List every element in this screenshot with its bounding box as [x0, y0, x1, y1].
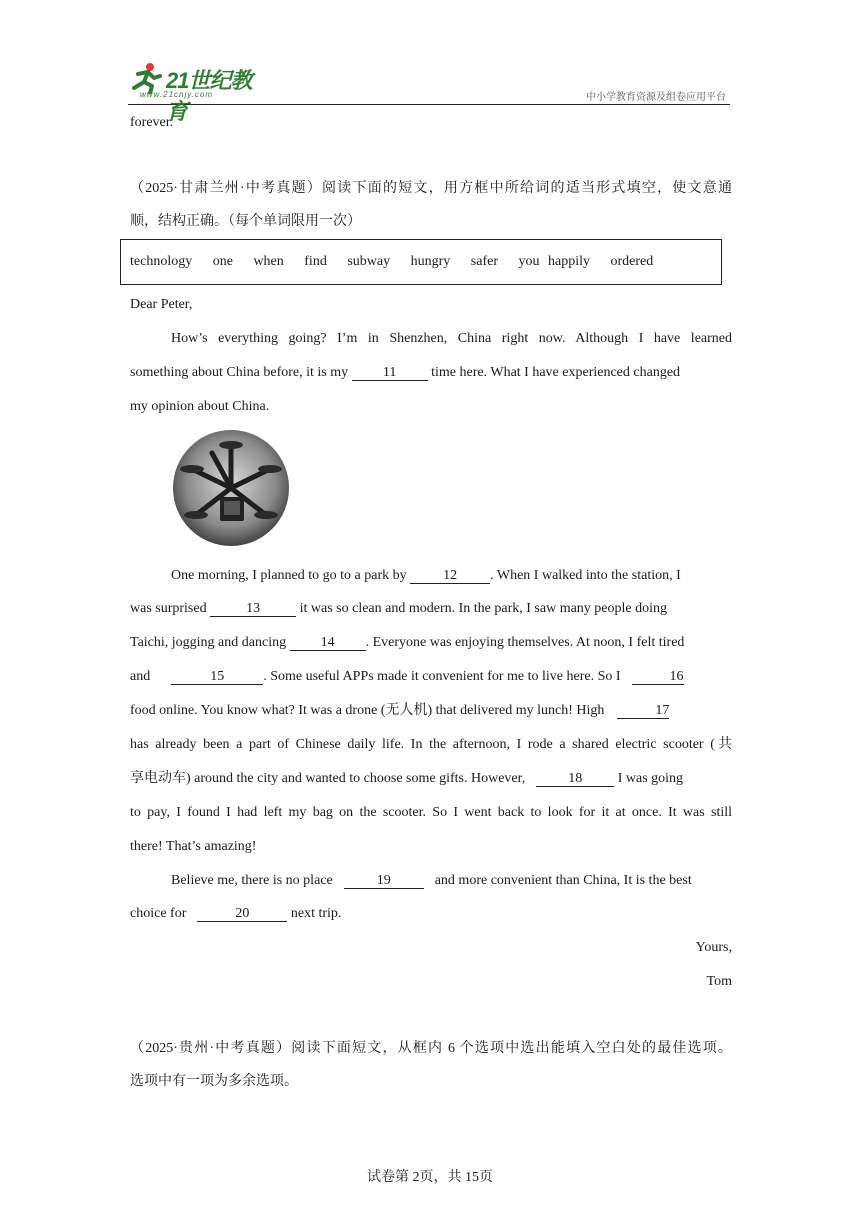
- blank-11[interactable]: 11: [352, 366, 428, 381]
- word-option: happily: [547, 254, 590, 269]
- q1-instruction-line2: 顺，结构正确。（每个单词限用一次）: [130, 214, 361, 229]
- word-option: when: [253, 254, 284, 269]
- word-option: one: [212, 254, 233, 269]
- q1-instruction-line1: （2025·甘肃兰州·中考真题）阅读下面的短文，用方框中所给词的适当形式填空，使文意通: [130, 181, 732, 196]
- blank-14[interactable]: 14: [290, 636, 366, 651]
- drone-image: [172, 429, 290, 547]
- word-option: hungry: [410, 254, 451, 269]
- word-option: find: [304, 254, 327, 269]
- para2-line4: and 15 . Some useful APPs made it convenient for me to live here. So I 16: [130, 669, 684, 684]
- para2-line3: Taichi, jogging and dancing 14 . Everyone was enjoying themselves. At noon, I felt tired: [130, 635, 685, 650]
- page-footer: 试卷第 2页，共 15页: [367, 1170, 493, 1185]
- letter-closing: Yours,: [695, 940, 732, 955]
- logo-text: 21世纪教育: [166, 68, 252, 124]
- letter-signature: Tom: [706, 974, 732, 989]
- q2-instruction-line1: （2025·贵州·中考真题）阅读下面短文，从框内 6 个选项中选出能填入空白处的最佳选项。: [130, 1041, 732, 1056]
- word-option: subway: [347, 254, 391, 269]
- para2-line2: was surprised 13 it was so clean and modern. In the park, I saw many people doing: [130, 601, 668, 616]
- previous-tail: forever.: [130, 115, 174, 130]
- para1-line2: something about China before, it is my 11 time here. What I have experienced changed: [130, 365, 681, 380]
- word-option: technology: [130, 254, 193, 269]
- blank-12[interactable]: 12: [410, 569, 490, 584]
- word-box: [120, 239, 722, 285]
- para2-line6: has already been a part of Chinese daily life. In the afternoon, I rode a shared electric scooter (共: [130, 737, 732, 752]
- para2-line1: One morning, I planned to go to a park by 12 . When I walked into the station, I: [171, 568, 681, 583]
- word-option: safer: [470, 254, 498, 269]
- blank-13[interactable]: 13: [210, 602, 296, 617]
- blank-15[interactable]: 15: [171, 670, 263, 685]
- para2-line5: food online. You know what? It was a drone (无人机) that delivered my lunch! High 17: [130, 703, 670, 718]
- platform-name: 中小学教育资源及组卷应用平台: [586, 92, 726, 103]
- para3-line2: choice for 20 next trip.: [130, 906, 342, 921]
- blank-18[interactable]: 18: [536, 772, 614, 787]
- word-option: you: [518, 254, 540, 269]
- blank-16[interactable]: 16: [632, 670, 684, 685]
- para2-line7: 享电动车) around the city and wanted to choose some gifts. However, 18 I was going: [130, 771, 684, 786]
- blank-20[interactable]: 20: [197, 907, 287, 922]
- blank-19[interactable]: 19: [344, 874, 424, 889]
- blank-17[interactable]: 17: [617, 704, 669, 719]
- word-option: ordered: [610, 254, 654, 269]
- logo-url: www.21cnjy.com: [140, 90, 213, 99]
- para3-line1: Believe me, there is no place 19 and more convenient than China, It is the best: [171, 873, 692, 888]
- para1-line1: How’s everything going? I’m in Shenzhen, China right now. Although I have learned: [171, 331, 732, 346]
- para2-line9: there! That’s amazing!: [130, 839, 257, 854]
- q2-instruction-line2: 选项中有一项为多余选项。: [130, 1074, 298, 1089]
- letter-greeting: Dear Peter,: [130, 297, 193, 312]
- para2-line8: to pay, I found I had left my bag on the scooter. So I went back to look for it at once. It was still: [130, 805, 732, 820]
- para1-line3: my opinion about China.: [130, 399, 270, 414]
